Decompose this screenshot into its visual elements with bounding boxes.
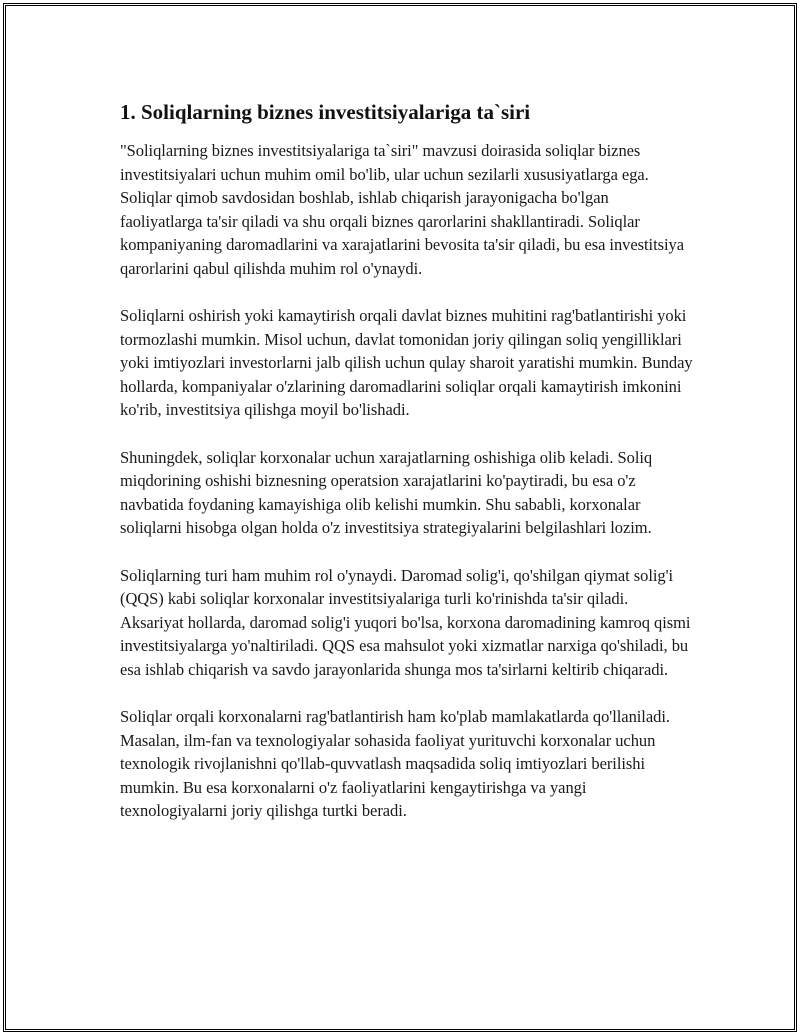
paragraph-4: Soliqlarning turi ham muhim rol o'ynaydi. Daromad solig'i, qo'shilgan qiymat solig'i (QQS) kabi soliqlar korxonalar investitsiyalariga turli ko'rinishda ta'sir qiladi. Aksariyat hollarda, daromad solig'i yuqori bo'lsa, korxona daromadining kamroq qismi investitsiyalarga yo'naltiriladi. QQS esa mahsulot yoki xizmatlar narxiga qo'shiladi, bu esa ishlab chiqarish va savdo jarayonlarida shunga mos ta'sirlarni keltirib chiqaradi. [120, 565, 691, 679]
paragraph-5: Soliqlar orqali korxonalarni rag'batlantirish ham ko'plab mamlakatlarda qo'llaniladi. Masalan, ilm-fan va texnologiyalar sohasida faoliyat yurituvchi korxonalar uchun texnologik rivojlanishni qo'llab-quvvatlash maqsadida soliq imtiyozlari berilishi mumkin. Bu esa korxonalarni o'z faoliyatlarini kengaytirishga va yangi texnologiyalarni joriy qilishga turtki beradi. [120, 707, 670, 820]
paragraph-1: "Soliqlarning biznes investitsiyalariga ta`siri" mavzusi doirasida soliqlar biznes investitsiyalari uchun muhim omil bo'lib, ular uchun sezilarli xususiyatlarga ega. Soliqlar qimob savdosidan boshlab, ishlab chiqarish jarayonigacha bo'lgan faoliyatlarga ta'sir qiladi va shu orqali biznes qarorlarini shakllantiradi. Soliqlar kompaniyaning daromadlarini va xarajatlarini bevosita ta'sir qiladi, bu esa investitsiya qarorlarini qabul qilishda muhim rol o'ynaydi. [120, 141, 684, 278]
document-body [120, 98, 695, 847]
page-frame [3, 3, 797, 1032]
document-title: 1. Soliqlarning biznes investitsiyalariga ta`siri [120, 100, 531, 124]
paragraph-3: Shuningdek, soliqlar korxonalar uchun xarajatlarning oshishiga olib keladi. Soliq miqdorining oshishi biznesning operatsion xarajatlarini ko'paytiradi, bu esa o'z navbatida foydaning kamayishiga olib kelishi mumkin. Shu sababli, korxonalar soliqlarni hisobga olgan holda o'z investitsiya strategiyalarini belgilashlari lozim. [120, 447, 653, 537]
paragraph-2: Soliqlarni oshirish yoki kamaytirish orqali davlat biznes muhitini rag'batlantirishi yoki tormozlashi mumkin. Misol uchun, davlat tomonidan joriy qilingan soliq yengilliklari yoki imtiyozlari investorlarni jalb qilish uchun qulay sharoit yaratishi mumkin. Bunday hollarda, kompaniyalar o'zlarining daromadlarini soliqlar orqali kamaytirish imkonini ko'rib, investitsiya qilishga moyil bo'lishadi. [120, 306, 693, 419]
